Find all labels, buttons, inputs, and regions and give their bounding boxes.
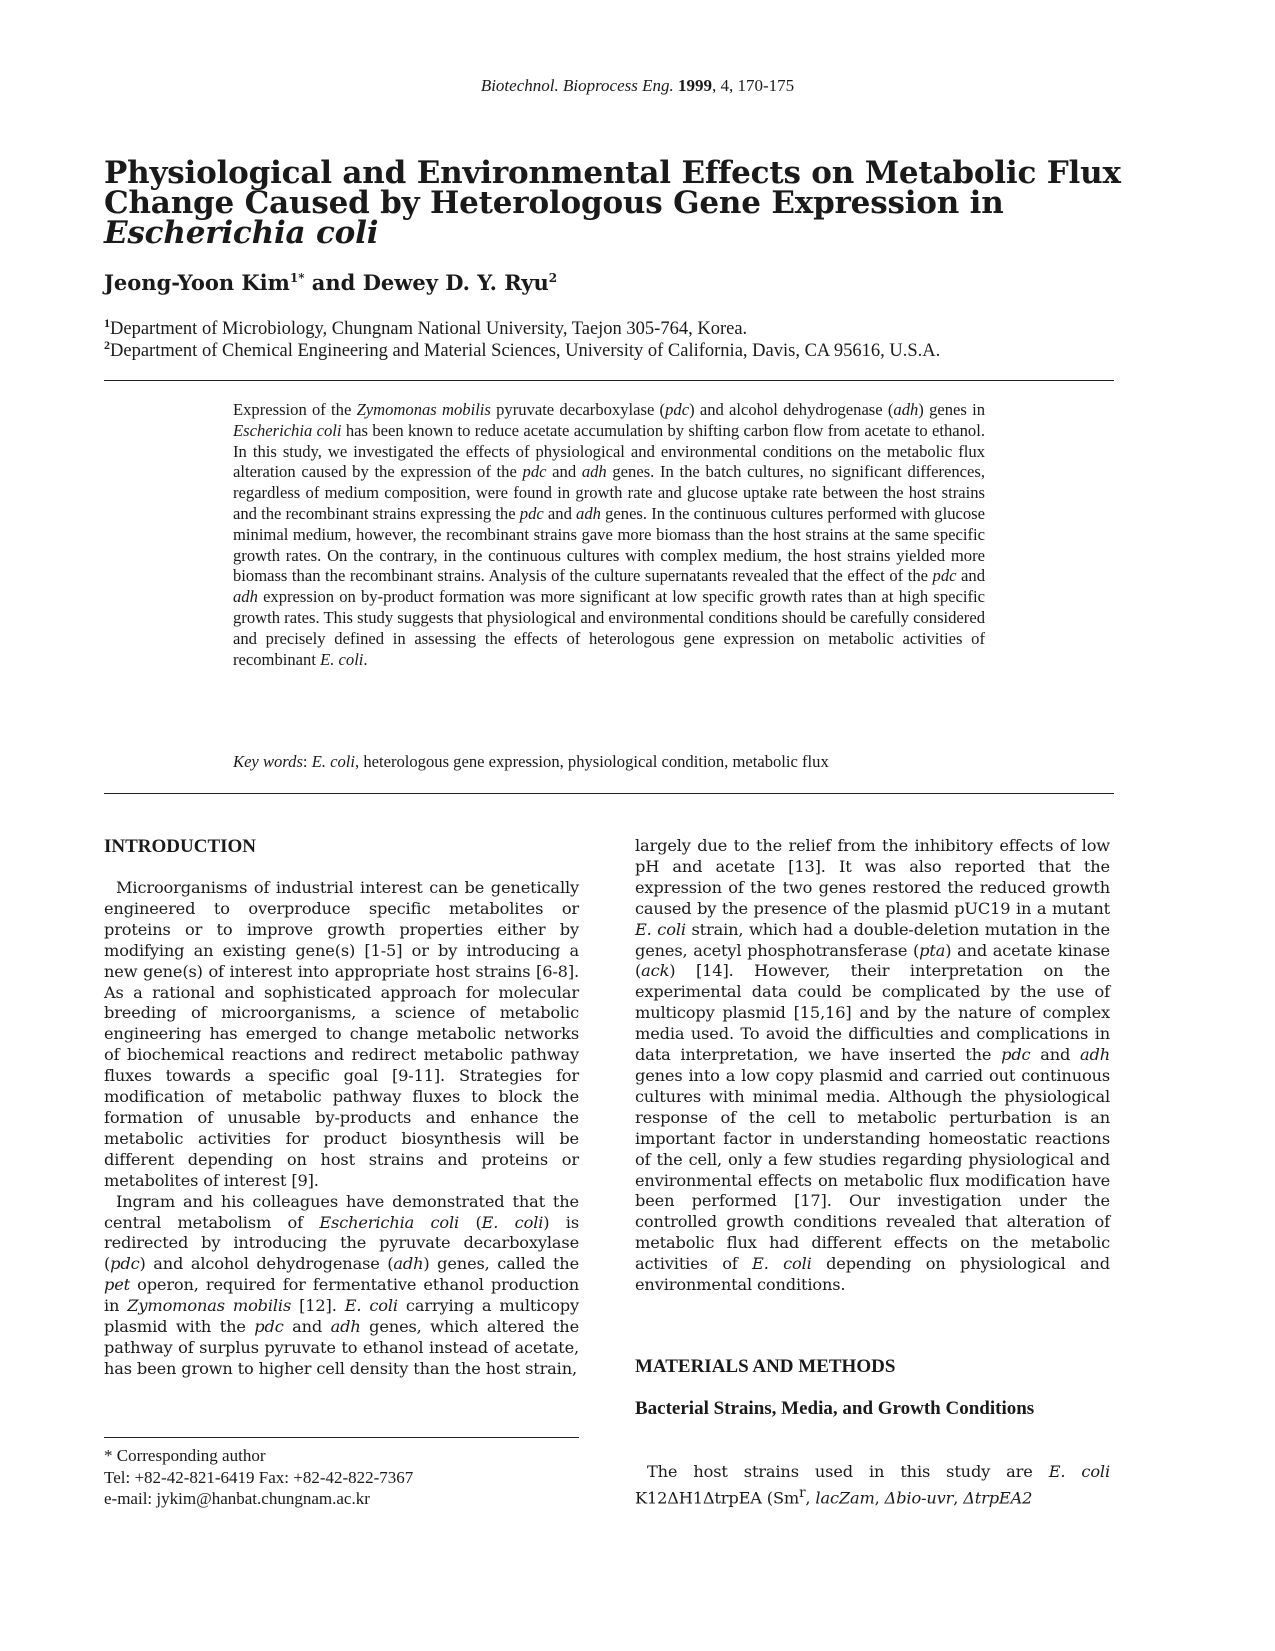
para-text: Ingram and his colleagues have demonstrated that the central metabolism of	[104, 1191, 579, 1232]
para-text: ) genes, called the	[423, 1254, 580, 1274]
journal-citation	[0, 76, 1275, 96]
abstract-text: .	[363, 649, 368, 669]
para-italic: E. coli	[1048, 1462, 1110, 1481]
intro-paragraph-2	[104, 1192, 579, 1380]
abstract-italic: adh	[581, 462, 607, 482]
para-text: ,	[953, 1488, 964, 1508]
abstract-italic: pdc	[932, 566, 957, 586]
author-connector: and	[304, 270, 363, 295]
para-text: ) is redirected by introducing the pyruvate decarboxylase (	[104, 1212, 579, 1274]
para-italic: ΔtrpEA2	[963, 1488, 1033, 1508]
para-italic: pta	[919, 940, 946, 960]
methods-paragraph	[635, 1462, 1110, 1509]
methods-paragraph-text	[635, 1462, 1110, 1509]
affiliation-2	[104, 338, 940, 362]
abstract-italic: Escherichia coli	[233, 420, 342, 440]
abstract-italic: E. coli	[320, 649, 364, 669]
para-italic: adh	[330, 1317, 361, 1337]
para-italic: pdc	[254, 1317, 284, 1337]
abstract-italic: adh	[233, 587, 258, 607]
para-text: genes into a low copy plasmid and carried out continuous cultures with minimal media. Although the physiological response of the cell to metabolic perturbation is an important factor in understanding homeostatic reactions of the cell, only a few studies regarding physiological and environmental effects on metabolic flux modification have been performed [17]. Our investigation under the controlled growth conditions revealed that alteration of metabolic flux had different effects on the metabolic activities of	[635, 1065, 1110, 1274]
journal-volume-pages: , 4, 170-175	[712, 76, 795, 95]
abstract-text: genes. In the continuous cultures performed with glucose minimal medium, however, the recombinant strains gave more biomass than the host strains at the same specific growth rates. On the contrary, in the continuous cultures with complex medium, the host strains yielded more biomass than the recombinant strains. Analysis of the culture supernatants revealed that the effect of the	[233, 503, 985, 586]
para-text: K12ΔH1ΔtrpEA (Sm	[635, 1488, 800, 1508]
abstract-text: and	[546, 462, 582, 482]
abstract	[233, 400, 985, 670]
para-italic: pet	[104, 1275, 130, 1295]
left-column	[104, 878, 579, 1380]
author-1-marker: 1*	[289, 271, 305, 285]
para-italic: lacZam	[815, 1488, 875, 1508]
footnote-divider	[104, 1437, 579, 1438]
author-1: Jeong-Yoon Kim	[104, 270, 290, 295]
abstract-italic: pdc	[519, 503, 544, 523]
para-text: depending on physiological and environmental conditions.	[635, 1254, 1110, 1295]
para-italic: E. coli	[344, 1296, 398, 1316]
keywords-rest: , heterologous gene expression, physiological condition, metabolic flux	[355, 752, 829, 771]
para-text: and	[1030, 1045, 1080, 1065]
author-list	[104, 270, 557, 295]
para-italic: Zymomonas mobilis	[127, 1296, 292, 1316]
keywords-label: Key words	[233, 752, 303, 771]
abstract-text: genes. In the batch cultures, no significant differences, regardless of medium composition, were found in growth rate and glucose uptake rate between the host strains and the recombinant strains expressing the	[233, 462, 985, 523]
para-text: and	[283, 1317, 331, 1337]
keywords	[233, 752, 993, 772]
para-text: ,	[805, 1488, 816, 1508]
abstract-italic: adh	[893, 400, 919, 419]
para-italic: E. coli	[481, 1212, 544, 1232]
para-superscript: r	[799, 1484, 806, 1501]
para-text: genes, which altered the pathway of surplus pyruvate to ethanol instead of acetate, has been grown to higher cell density than the host strain,	[104, 1317, 579, 1378]
footnote-email: e-mail: jykim@hanbat.chungnam.ac.kr	[104, 1489, 370, 1508]
para-text: ) and alcohol dehydrogenase (	[139, 1254, 394, 1274]
para-italic: adh	[393, 1254, 424, 1274]
abstract-divider	[104, 793, 1114, 794]
abstract-text: and	[956, 566, 986, 586]
keyword-first: E. coli	[311, 752, 356, 771]
author-2: Dewey D. Y. Ryu	[362, 270, 549, 295]
introduction-heading: INTRODUCTION	[104, 836, 257, 857]
abstract-italic: Zymomonas mobilis	[356, 400, 491, 419]
methods-subheading: Bacterial Strains, Media, and Growth Conditions	[635, 1398, 1035, 1419]
title-line-1: Physiological and Environmental Effects on Metabolic Flux	[104, 155, 1121, 191]
paper-title	[104, 155, 1164, 251]
affiliation-1-marker: 1	[104, 316, 110, 330]
abstract-italic: pdc	[665, 400, 690, 419]
para-italic: Escherichia coli	[319, 1212, 460, 1232]
intro-paragraph-1: Microorganisms of industrial interest can be genetically engineered to overproduce specific metabolites or proteins or to improve growth properties either by modifying an existing gene(s) [1-5] or by introducing a new gene(s) of interest into appropriate host strains [6-8]. As a rational and sophisticated approach for molecular breeding of microorganisms, a science of metabolic engineering has emerged to change metabolic networks of biochemical reactions and redirect metabolic pathway fluxes towards a specific goal [9-11]. Strategies for modification of metabolic pathway fluxes to block the formation of unusable by-products and enhance the metabolic activities for product biosynthesis will be different depending on host strains and proteins or metabolites of interest [9].	[104, 878, 579, 1190]
para-italic: E. coli	[752, 1254, 812, 1274]
affiliation-2-text: Department of Chemical Engineering and Material Sciences, University of California, Davis, CA 95616, U.S.A.	[110, 341, 941, 362]
para-text: ) and acetate kinase (	[635, 940, 1110, 981]
abstract-text: ) genes in	[918, 400, 985, 419]
para-text: (	[459, 1212, 482, 1232]
abstract-text: pyruvate decarboxylase (	[490, 400, 666, 419]
author-2-marker: 2	[548, 271, 558, 285]
para-text: ) [14]. However, their interpretation on the experimental data could be complicated by the use of multicopy plasmid [15,16] and by the nature of complex media used. To avoid the difficulties and complications in data interpretation, we have inserted the	[635, 961, 1110, 1065]
affiliation-1-text: Department of Microbiology, Chungnam National University, Taejon 305-764, Korea.	[110, 319, 748, 340]
para-text: largely due to the relief from the inhibitory effects of low pH and acetate [13]. It was also reported that the expression of the two genes restored the reduced growth caused by the presence of the plasmid pUC19 in a mutant	[635, 836, 1110, 918]
abstract-text: and	[543, 503, 577, 523]
footnote-corresponding: * Corresponding author	[104, 1446, 266, 1465]
right-column	[635, 836, 1110, 1296]
abstract-italic: adh	[576, 503, 601, 523]
para-italic: ack	[641, 961, 670, 981]
para-italic: Δbio-uvr	[884, 1488, 954, 1508]
title-line-3: Escherichia coli	[104, 215, 379, 251]
para-italic: adh	[1080, 1045, 1110, 1065]
footnote	[104, 1445, 604, 1510]
para-italic: pdc	[110, 1254, 140, 1274]
journal-name: Biotechnol. Bioprocess Eng.	[480, 76, 674, 95]
para-text: The host strains used in this study are	[647, 1462, 1049, 1481]
affiliation-2-marker: 2	[104, 338, 110, 352]
footnote-phone-fax: Tel: +82-42-821-6419 Fax: +82-42-822-7367	[104, 1467, 414, 1487]
para-italic: pdc	[1001, 1045, 1031, 1065]
intro-paragraph-continued	[635, 836, 1110, 1296]
para-text: ,	[874, 1488, 885, 1508]
para-text: strain, which had a double-deletion mutation in the genes, acetyl phosphotransferase (	[635, 919, 1110, 960]
keywords-colon: :	[302, 752, 312, 771]
para-italic: E. coli	[635, 919, 686, 939]
abstract-text: ) and alcohol dehydrogenase (	[689, 400, 894, 419]
title-line-2: Change Caused by Heterologous Gene Expression in	[104, 185, 1004, 221]
para-text: carrying a multicopy plasmid with the	[104, 1296, 579, 1337]
abstract-text: expression on by-product formation was more significant at low specific growth rates than at high specific growth rates. This study suggests that physiological and environmental conditions should be carefully considered and precisely defined in assessing the effects of heterologous gene expression on metabolic activities of recombinant	[233, 587, 985, 669]
methods-heading: MATERIALS AND METHODS	[635, 1356, 896, 1377]
para-text: operon, required for fermentative ethanol production in	[104, 1275, 579, 1316]
journal-year: 1999	[678, 76, 713, 95]
abstract-text: Expression of the	[233, 400, 357, 419]
affiliation-1	[104, 316, 747, 340]
abstract-italic: pdc	[522, 462, 547, 482]
abstract-text: has been known to reduce acetate accumulation by shifting carbon flow from acetate to ethanol. In this study, we investigated the effects of physiological and environmental conditions on the metabolic flux alteration caused by the expression of the	[233, 420, 985, 482]
para-text: [12].	[291, 1296, 345, 1316]
header-divider	[104, 380, 1114, 381]
